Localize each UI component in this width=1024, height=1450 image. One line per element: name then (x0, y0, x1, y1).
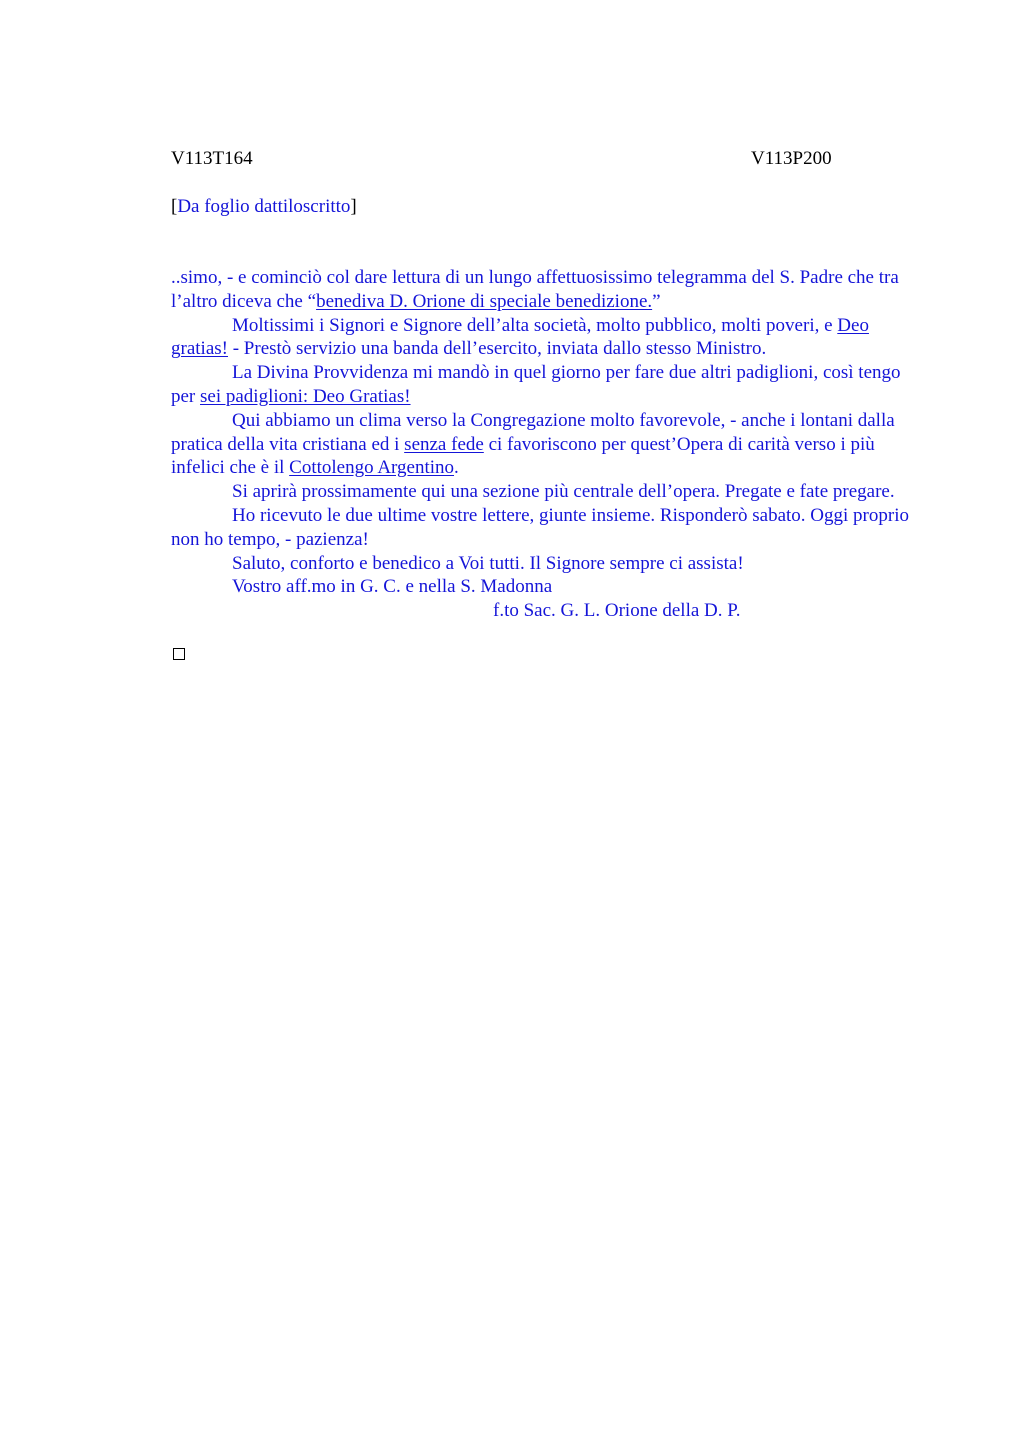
paragraph-4-text-middle: ci favoriscono per quest’Opera di carità verso i più infelici che è il (171, 433, 875, 479)
underlined-senza-fede: senza fede (404, 433, 484, 455)
end-of-text-box-icon (173, 648, 185, 660)
source-note (171, 195, 357, 219)
letter-paragraph-6: Ho ricevuto le due ultime vostre lettere, giunte insieme. Risponderò sabato. Oggi proprio non ho tempo, - pazienza! (171, 504, 909, 550)
letter-closing: Vostro aff.mo in G. C. e nella S. Madonna (232, 576, 553, 598)
paragraph-1-text: ..simo, - e cominciò col dare lettura di un lungo affettuosissimo telegramma del S. Padre che tra l’altro diceva che “ (171, 267, 899, 312)
letter-paragraph-1 (171, 266, 911, 314)
volume-page-code: V113P200 (751, 148, 832, 169)
letter-paragraph-4 (171, 409, 911, 480)
source-note-text: Da foglio dattiloscritto (177, 196, 351, 217)
document-header (171, 147, 851, 171)
paragraph-4-period: . (454, 457, 459, 479)
letter-paragraph-3 (171, 361, 911, 409)
paragraph-1-closing-quote: ” (652, 290, 661, 312)
paragraph-2-text: Moltissimi i Signori e Signore dell’alta società, molto pubblico, molti poveri, e (232, 314, 838, 336)
letter-signature: f.to Sac. G. L. Orione della D. P. (493, 600, 741, 622)
underlined-deo-gratias: Deo gratias! (171, 314, 869, 360)
letter-paragraph-5: Si aprirà prossimamente qui una sezione più centrale dell’opera. Pregate e fate pregare. (232, 481, 895, 503)
paragraph-4-text: Qui abbiamo un clima verso la Congregazione molto favorevole, - anche i lontani dalla pratica della vita cristiana ed i (171, 409, 895, 455)
letter-paragraph-2 (171, 314, 911, 362)
underlined-cottolengo-argentino: Cottolengo Argentino (289, 457, 455, 479)
letter-paragraph-7: Saluto, conforto e benedico a Voi tutti. Il Signore sempre ci assista! (232, 552, 744, 574)
paragraph-2-text-end: - Prestò servizio una banda dell’esercito, inviata dallo stesso Ministro. (227, 338, 767, 360)
underlined-sei-padiglioni: sei padiglioni: Deo Gratias! (200, 385, 411, 407)
volume-text-code: V113T164 (171, 148, 253, 169)
paragraph-3-text: La Divina Provvidenza mi mandò in quel giorno per fare due altri padiglioni, così tengo per (171, 362, 901, 407)
underlined-benediction: benediva D. Orione di speciale benedizione. (316, 290, 653, 312)
source-note-open-bracket: [ (171, 196, 178, 217)
source-note-close-bracket: ] (350, 196, 357, 217)
letter-body (171, 266, 911, 623)
